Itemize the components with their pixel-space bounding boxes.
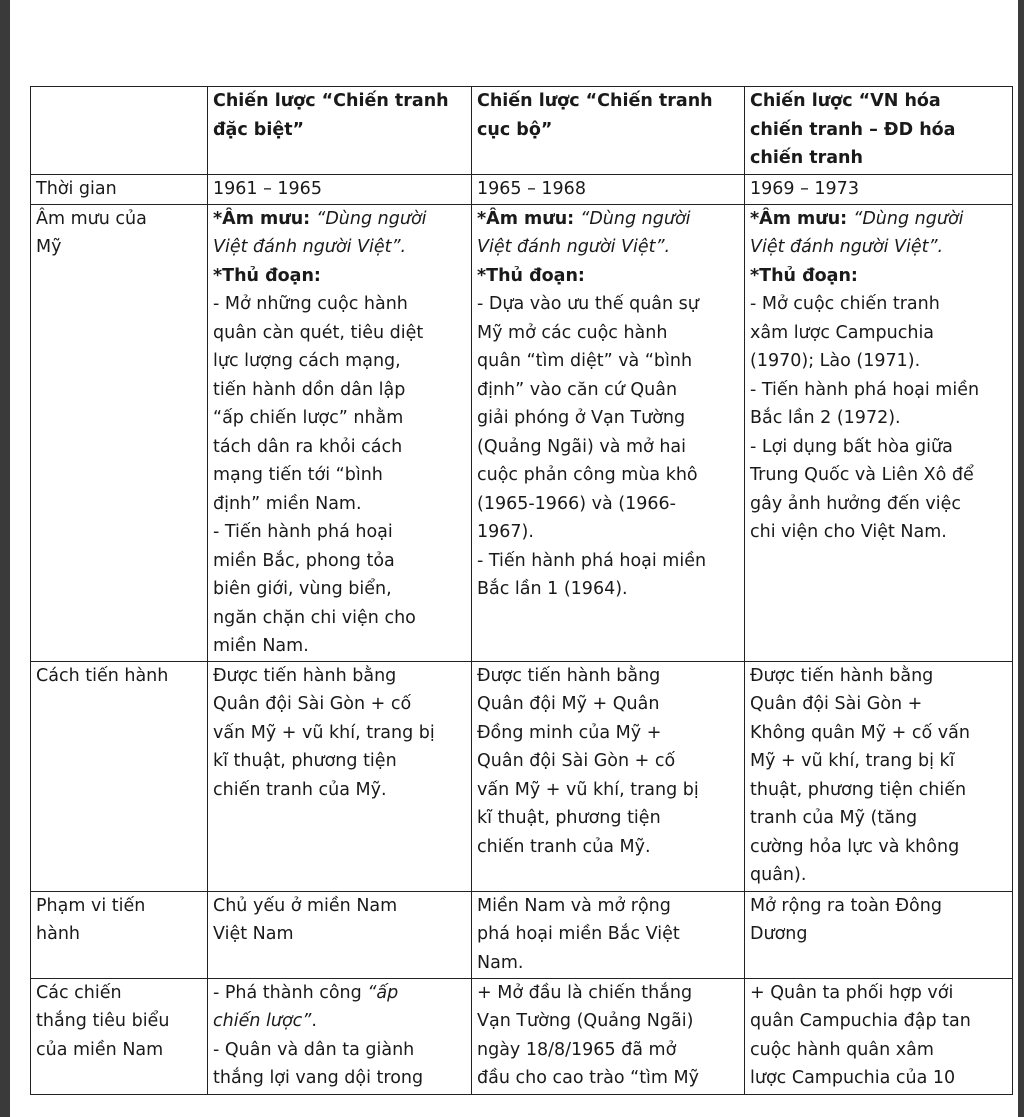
tactics-line: Bắc lần 2 (1972). — [750, 408, 901, 428]
scheme-quote: “Dùng người — [316, 208, 427, 229]
method-line: Mỹ + vũ khí, trang bị kĩ — [750, 751, 955, 771]
tactics-line: định” vào căn cứ Quân — [477, 379, 678, 400]
tactics-line: - Mở cuộc chiến tranh — [750, 294, 940, 314]
tactics-line: (1965-1966) và (1966- — [477, 493, 676, 514]
victories-line: + Mở đầu là chiến thắng — [477, 982, 693, 1003]
tactics-line: (Quảng Ngãi) và mở hai — [477, 436, 686, 457]
tactics-line: - Lợi dụng bất hòa giữa — [750, 436, 953, 457]
scope-cell-local-war — [472, 891, 745, 978]
scheme-line — [213, 205, 468, 234]
tactics-line: Trung Quốc và Liên Xô để — [750, 465, 974, 485]
row-label-scheme — [31, 204, 208, 661]
victories-line: đầu cho cao trào “tìm Mỹ — [477, 1068, 699, 1088]
scope-line: Miền Nam và mở rộng — [477, 895, 671, 916]
victories-line: quân Campuchia đập tan — [750, 1011, 971, 1031]
victories-text: - Phá thành công — [213, 982, 368, 1003]
tactics-line: - Tiến hành phá hoại — [213, 522, 393, 542]
tactics-heading: *Thủ đoạn: — [750, 265, 858, 286]
method-line: Được tiến hành bằng — [750, 665, 934, 686]
row-label-line: Phạm vi tiến — [36, 895, 146, 916]
victories-line: lược Campuchia của 10 — [750, 1068, 956, 1088]
method-line: vấn Mỹ + vũ khí, trang bị — [213, 722, 435, 743]
tactics-heading: *Thủ đoạn: — [477, 265, 585, 286]
scheme-quote-line: Việt đánh người Việt”. — [213, 237, 407, 257]
method-cell-vietnamization — [745, 661, 1013, 891]
tactics-line: miền Nam. — [213, 636, 309, 656]
header-line: cục bộ” — [477, 119, 553, 140]
method-line: Được tiến hành bằng — [477, 665, 661, 686]
method-line: Không quân Mỹ + cố vấn — [750, 722, 970, 743]
row-label-method: Cách tiến hành — [31, 661, 208, 891]
scheme-quote: “Dùng người — [580, 208, 691, 229]
tactics-line: xâm lược Campuchia — [750, 322, 935, 343]
tactics-line: chi viện cho Việt Nam. — [750, 522, 947, 542]
victories-line: ngày 18/8/1965 đã mở — [477, 1039, 677, 1060]
row-label-line: Các chiến — [36, 982, 122, 1003]
tactics-line: - Dựa vào ưu thế quân sự — [477, 294, 699, 314]
tactics-line: quân càn quét, tiêu diệt — [213, 322, 424, 343]
tactics-line: 1967). — [477, 522, 534, 542]
scheme-heading: *Âm mưu: — [477, 208, 581, 229]
scope-cell-vietnamization — [745, 891, 1013, 978]
tactics-line: - Mở những cuộc hành — [213, 294, 408, 314]
scope-line: Mở rộng ra toàn Đông — [750, 895, 942, 916]
tactics-line: (1970); Lào (1971). — [750, 351, 921, 371]
header-line: Chiến lược “Chiến tranh — [213, 91, 449, 111]
header-line: đặc biệt” — [213, 119, 305, 140]
scheme-line — [477, 205, 741, 234]
right-border-bar — [1018, 0, 1024, 1117]
table-row-victories — [31, 978, 1013, 1094]
victories-cell-local-war — [472, 978, 745, 1094]
time-cell: 1965 – 1968 — [472, 175, 745, 205]
victories-quote: “ấp — [367, 982, 399, 1003]
time-cell: 1969 – 1973 — [745, 175, 1013, 205]
header-vietnamization — [745, 87, 1013, 175]
table-row-method — [31, 661, 1013, 891]
table-row-scheme — [31, 204, 1013, 661]
method-line: Quân đội Sài Gòn + cố — [477, 751, 676, 771]
method-cell-local-war — [472, 661, 745, 891]
tactics-line: cuộc phản công mùa khô — [477, 465, 698, 485]
method-line: kĩ thuật, phương tiện — [213, 751, 397, 771]
method-line: Quân đội Mỹ + Quân — [477, 694, 660, 714]
table-row-time — [31, 175, 1013, 205]
method-line: thuật, phương tiện chiến — [750, 779, 967, 800]
victories-line — [213, 1007, 468, 1036]
scheme-quote-line: Việt đánh người Việt”. — [477, 237, 671, 257]
scope-line: Dương — [750, 924, 808, 944]
scheme-quote-line: Việt đánh người Việt”. — [750, 237, 944, 257]
victories-line: thắng lợi vang dội trong — [213, 1068, 424, 1088]
tactics-line: gây ảnh hưởng đến việc — [750, 493, 962, 514]
tactics-line: Bắc lần 1 (1964). — [477, 579, 628, 599]
method-line: Đồng minh của Mỹ + — [477, 722, 662, 743]
header-line: Chiến lược “Chiến tranh — [477, 91, 713, 111]
table-header-row — [31, 87, 1013, 175]
scope-line: Nam. — [477, 952, 524, 973]
left-border-bar — [0, 0, 10, 1117]
method-line: Quân đội Sài Gòn + cố — [213, 694, 412, 714]
method-line: Quân đội Sài Gòn + — [750, 694, 923, 714]
row-label-victories — [31, 978, 208, 1094]
scope-line: phá hoại miền Bắc Việt — [477, 924, 680, 944]
time-cell: 1961 – 1965 — [208, 175, 472, 205]
scope-line: Chủ yếu ở miền Nam — [213, 895, 398, 916]
tactics-line: - Tiến hành phá hoại miền — [477, 550, 707, 571]
row-label-line: của miền Nam — [36, 1039, 164, 1060]
header-local-war — [472, 87, 745, 175]
victories-line — [213, 979, 468, 1008]
table-row-scope — [31, 891, 1013, 978]
scheme-heading: *Âm mưu: — [213, 208, 317, 229]
row-label-time: Thời gian — [31, 175, 208, 205]
victories-line: + Quân ta phối hợp với — [750, 982, 954, 1003]
tactics-line: định” miền Nam. — [213, 493, 362, 514]
tactics-line: - Tiến hành phá hoại miền — [750, 379, 980, 400]
tactics-line: tách dân ra khỏi cách — [213, 436, 403, 457]
tactics-line: giải phóng ở Vạn Tường — [477, 408, 686, 428]
victories-line: - Quân và dân ta giành — [213, 1039, 415, 1060]
victories-line: Vạn Tường (Quảng Ngãi) — [477, 1011, 694, 1031]
row-label-line: Âm mưu của — [36, 208, 147, 229]
scope-line: Việt Nam — [213, 924, 294, 944]
method-line: tranh của Mỹ (tăng — [750, 808, 918, 828]
scheme-cell-vietnamization — [745, 204, 1013, 661]
header-line: Chiến lược “VN hóa — [750, 91, 941, 111]
victories-cell-special-war — [208, 978, 472, 1094]
header-line: chiến tranh – ĐD hóa — [750, 119, 956, 140]
tactics-line: ngăn chặn chi viện cho — [213, 607, 416, 628]
method-line: cường hỏa lực và không — [750, 836, 960, 857]
tactics-line: “ấp chiến lược” nhằm — [213, 408, 404, 428]
header-special-war — [208, 87, 472, 175]
method-line: chiến tranh của Mỹ. — [213, 779, 387, 800]
tactics-line: Mỹ mở các cuộc hành — [477, 322, 668, 343]
victories-quote: chiến lược” — [213, 1011, 312, 1031]
row-label-scope — [31, 891, 208, 978]
method-cell-special-war — [208, 661, 472, 891]
header-corner-cell — [31, 87, 208, 175]
row-label-line: hành — [36, 924, 80, 944]
method-line: vấn Mỹ + vũ khí, trang bị — [477, 779, 699, 800]
method-line: kĩ thuật, phương tiện — [477, 808, 661, 828]
method-line: chiến tranh của Mỹ. — [477, 836, 651, 857]
scheme-heading: *Âm mưu: — [750, 208, 854, 229]
tactics-line: miền Bắc, phong tỏa — [213, 550, 395, 571]
tactics-line: quân “tìm diệt” và “bình — [477, 351, 693, 371]
victories-cell-vietnamization — [745, 978, 1013, 1094]
victories-text: . — [311, 1011, 317, 1031]
comparison-table — [30, 86, 1013, 1095]
method-line: quân). — [750, 865, 807, 885]
tactics-line: lực lượng cách mạng, — [213, 351, 401, 371]
header-line: chiến tranh — [750, 148, 863, 168]
scheme-cell-special-war — [208, 204, 472, 661]
tactics-heading: *Thủ đoạn: — [213, 265, 321, 286]
scheme-cell-local-war — [472, 204, 745, 661]
scope-cell-special-war — [208, 891, 472, 978]
method-line: Được tiến hành bằng — [213, 665, 397, 686]
tactics-line: biên giới, vùng biển, — [213, 579, 392, 599]
scheme-quote: “Dùng người — [853, 208, 964, 229]
row-label-line: Mỹ — [36, 237, 62, 257]
tactics-line: tiến hành dồn dân lập — [213, 379, 406, 400]
row-label-line: thắng tiêu biểu — [36, 1011, 170, 1031]
victories-line: cuộc hành quân xâm — [750, 1039, 934, 1060]
tactics-line: mạng tiến tới “bình — [213, 465, 383, 485]
scheme-line — [750, 205, 1009, 234]
